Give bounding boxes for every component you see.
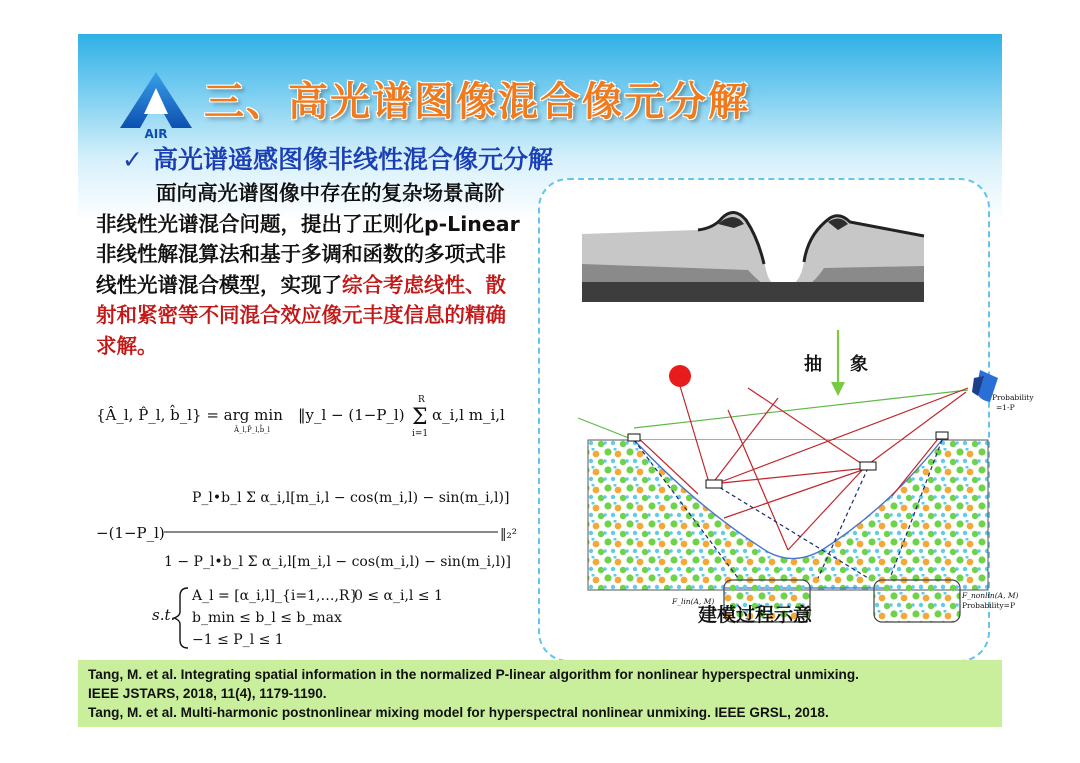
body-text-plain: 面向高光谱图像中存在的复杂场景高阶非线性光谱混合问题，提出了正则化p-Linear非线性解混算法和基于多调和函数的多项式非线性光谱混合模型，实现了 (96, 181, 520, 297)
body-paragraph (96, 178, 520, 361)
pixel-marker-left (706, 480, 722, 488)
body-text-highlight: 综合考虑线性、散射和紧密等不同混合效应像元丰度信息的精确求解。 (96, 272, 506, 358)
slide (78, 34, 1034, 727)
probability-label-1: Probability (992, 393, 1034, 402)
formula-lhs: {Â_l, P̂_l, b̂_l} = arg min (96, 406, 283, 424)
terrain-illustration (582, 212, 924, 302)
subtitle-text: 高光谱遥感图像非线性混合像元分解 (152, 145, 553, 174)
formula-constraint-1b: 0 ≤ α_i,l ≤ 1 (354, 588, 443, 604)
formula-alpha-m: α_i,l m_i,l (432, 406, 505, 424)
formula-numerator: P_l•b_l Σ α_i,l[m_i,l − cos(m_i,l) − sin(m_i,l)] (192, 490, 510, 506)
formula-sum-symbol: Σ (412, 405, 428, 430)
formula-argmin-sub: Â_l,P̂_l,b̂_l (234, 426, 270, 434)
formula-constraint-1: A_l = [α_i,l]_{i=1,…,R} (192, 588, 359, 604)
formula-sum-bottom: i=1 (412, 429, 429, 439)
diagram-caption: 建模过程示意 (698, 604, 813, 626)
formula-norm-suffix: ‖₂² (500, 527, 517, 542)
reference-line-1: Tang, M. et al. Integrating spatial information in the normalized P-linear algorithm for nonlinear hyperspectral unmixing. (88, 667, 859, 682)
abstract-arrow-head (831, 382, 845, 396)
particle-block (588, 440, 988, 590)
modeling-diagram (538, 178, 1034, 662)
logo-text: AIR (144, 127, 168, 141)
flin-label: F_lin(A, M) (672, 597, 715, 606)
formula-constraint-2: b_min ≤ b_l ≤ b_max (192, 610, 342, 626)
pixel-marker-top-right (936, 432, 948, 439)
formula-denominator: 1 − P_l•b_l Σ α_i,l[m_i,l − cos(m_i,l) − sin(m_i,l)] (164, 554, 511, 570)
air-logo-icon (118, 70, 194, 140)
pixel-marker-right (860, 462, 876, 470)
formula-constraint-3: −1 ≤ P_l ≤ 1 (192, 632, 284, 648)
nonlinear-box (874, 580, 960, 622)
probability-label-2: =1-P (996, 403, 1015, 412)
abstract-label-left: 抽 (804, 354, 822, 375)
formula-first-term: ‖y_l − (1−P_l) (298, 406, 405, 424)
page-subtitle (122, 140, 553, 176)
fnonlin-label: F_nonlin(A, M) (962, 591, 1019, 600)
page-title: 三、高光谱图像混合像元分解 (204, 79, 750, 125)
formula-st: s.t. (152, 606, 176, 624)
checkmark-icon: ✓ (122, 145, 143, 174)
pixel-marker-top-left (628, 434, 640, 441)
reference-line-2: IEEE JSTARS, 2018, 11(4), 1179-1190. (88, 686, 327, 701)
abstract-label-right: 象 (850, 354, 868, 375)
fnonlin-probability: Probability=P (962, 601, 1015, 610)
formula-prefix: −(1−P_l) (96, 524, 165, 542)
sun-icon (669, 365, 691, 387)
formula-sum-top: R (418, 395, 425, 405)
optimization-formula (92, 390, 522, 650)
reference-line-3: Tang, M. et al. Multi-harmonic postnonlinear mixing model for hyperspectral nonlinear unmixing. IEEE GRSL, 2018. (88, 705, 829, 720)
references-box (78, 660, 1002, 727)
